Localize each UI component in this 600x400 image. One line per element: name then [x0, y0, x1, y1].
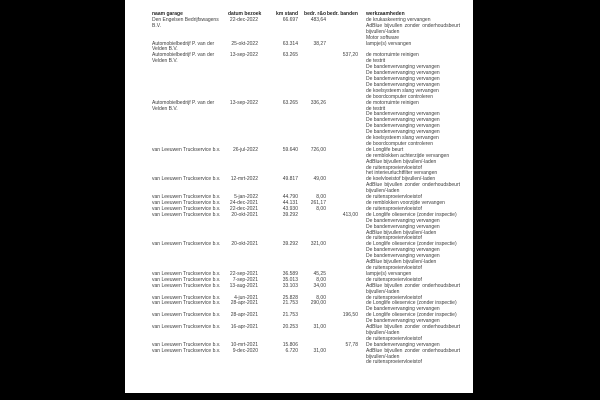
- task-line: de koelsysteem slang vervangen: [366, 135, 439, 142]
- visit-date: 13-sep-2022: [229, 52, 258, 59]
- task-line: De bandenvervanging vervangen: [366, 217, 440, 224]
- task-line: de Longlife olieservice (zonder inspectie): [366, 300, 457, 307]
- task-line: De bandenvervanging vervangen: [366, 64, 440, 71]
- task-line: AdBlue bijvullen bijvullen/-laden: [366, 158, 437, 165]
- amount-ro: 45,25: [313, 270, 326, 277]
- amount-ro: 31,00: [313, 324, 326, 331]
- task-line: de motorruimte reinigen: [366, 99, 419, 106]
- garage-name: Automobielbedrijf P. van der Velden B.V.: [152, 99, 215, 112]
- visit-date: 22-dec-2021: [229, 205, 258, 212]
- task-line: de krukaskeerring vervangen: [366, 16, 431, 23]
- odometer-km: 35.013: [282, 276, 298, 283]
- amount-ro: 31,00: [313, 347, 326, 354]
- task-line: De bandenvervanging vervangen: [366, 341, 440, 348]
- amount-ro: 261,17: [310, 200, 326, 206]
- task-line: De bandenvervanging vervangen: [366, 223, 440, 230]
- odometer-km: 49.817: [282, 176, 298, 183]
- garage-name: van Leeuwen Truckservice b.v.: [152, 270, 221, 277]
- table-row: [125, 53, 473, 100]
- visit-date: 22-sep-2021: [229, 270, 258, 277]
- task-list: [366, 148, 460, 178]
- table-row: [125, 325, 473, 343]
- task-line: de koelsysteem slang vervangen: [366, 87, 439, 94]
- odometer-km: 39.292: [282, 241, 298, 248]
- task-list: [366, 42, 460, 48]
- task-line: de ruitensproeiervloeistof: [366, 205, 422, 212]
- task-line: de ruitensproeiervloeistof: [366, 276, 422, 283]
- visit-date: 22-dec-2022: [229, 16, 258, 23]
- odometer-km: 63.314: [282, 40, 298, 47]
- task-line: AdBlue bijvullen zonder onderhoudsbeurt bijvullen/-laden: [366, 282, 460, 295]
- task-line: De bandenvervanging vervangen: [366, 81, 440, 88]
- garage-name: van Leeuwen Truckservice b.v.: [152, 282, 221, 289]
- visit-date: 7-sep-2021: [232, 276, 258, 283]
- maintenance-report-page: [125, 0, 473, 393]
- visit-date: 26-jul-2022: [232, 146, 258, 153]
- col-header-garage: naam garage: [152, 11, 183, 17]
- amount-ro: 38,27: [313, 40, 326, 47]
- task-line: de testrit: [366, 105, 386, 112]
- task-list: [366, 284, 460, 296]
- table-row: [125, 242, 473, 272]
- task-line: De bandenvervanging vervangen: [366, 129, 440, 136]
- odometer-km: 25.828: [282, 294, 298, 301]
- garage-name: van Leeuwen Truckservice b.v.: [152, 194, 221, 201]
- task-line: de Longlife olieservice (zonder inspectie): [366, 211, 457, 218]
- garage-name: van Leeuwen Truckservice b.v.: [152, 276, 221, 283]
- task-line: de Longlife beurt: [366, 146, 404, 153]
- task-line: de Longlife olieservice (zonder inspectie): [366, 312, 457, 319]
- amount-banden: 196,50: [342, 312, 358, 319]
- amount-banden: 57,78: [345, 341, 358, 348]
- amount-ro: 8,00: [316, 294, 326, 301]
- task-list: [366, 213, 460, 243]
- garage-name: van Leeuwen Truckservice b.v.: [152, 312, 221, 319]
- visit-date: 13-sep-2022: [229, 99, 258, 106]
- task-list: [366, 101, 460, 148]
- task-line: de ruitensproeiervloeistof: [366, 264, 422, 271]
- task-line: AdBlue bijvullen zonder onderhoudsbeurt bijvullen/-laden: [366, 182, 460, 195]
- garage-name: van Leeuwen Truckservice b.v.: [152, 341, 221, 348]
- task-line: AdBlue bijvullen zonder onderhoudsbeurt bijvullen/-laden: [366, 347, 460, 360]
- visit-date: 24-dec-2021: [229, 200, 258, 206]
- visit-date: 25-okt-2022: [231, 40, 258, 47]
- task-line: Motor software: [366, 34, 400, 41]
- odometer-km: 59.640: [282, 146, 298, 153]
- task-list: [366, 325, 460, 343]
- visit-date: 20-okt-2021: [231, 241, 258, 248]
- odometer-km: 63.265: [282, 99, 298, 106]
- garage-name: van Leeuwen Truckservice b.v.: [152, 176, 221, 183]
- task-line: De bandenvervanging vervangen: [366, 117, 440, 124]
- odometer-km: 21.753: [282, 312, 298, 319]
- task-list: [366, 349, 460, 367]
- task-line: de ruitensproeiervloeistof: [366, 164, 422, 171]
- amount-ro: 483,64: [310, 16, 326, 23]
- amount-ro: 290,00: [310, 300, 326, 307]
- garage-name: van Leeuwen Truckservice b.v.: [152, 211, 221, 218]
- garage-name: van Leeuwen Truckservice b.v.: [152, 200, 221, 206]
- odometer-km: 66.697: [282, 16, 298, 23]
- task-line: de testrit: [366, 58, 386, 65]
- garage-name: Den Engelsen Bedrijfswagens B.V.: [152, 16, 219, 29]
- garage-name: van Leeuwen Truckservice b.v.: [152, 324, 221, 331]
- visit-date: 16-apr-2021: [230, 324, 258, 331]
- visit-date: 13-aug-2021: [229, 282, 258, 289]
- garage-name: van Leeuwen Truckservice b.v.: [152, 347, 221, 354]
- task-line: de remblokken voorzijde vervangen: [366, 200, 445, 206]
- odometer-km: 6.720: [285, 347, 298, 354]
- odometer-km: 63.265: [282, 52, 298, 59]
- garage-name: Automobielbedrijf P. van der Velden B.V.: [152, 40, 215, 53]
- garage-name: van Leeuwen Truckservice b.v.: [152, 205, 221, 212]
- task-list: [366, 242, 460, 272]
- task-line: lampje(s) vervangen: [366, 270, 412, 277]
- visit-date: 5-jan-2022: [234, 194, 258, 201]
- col-header-werkzaamheden: werkzaamheden: [366, 11, 405, 17]
- odometer-km: 44.790: [282, 194, 298, 201]
- task-list: [366, 53, 460, 100]
- task-line: de ruitensproeiervloeistof: [366, 359, 422, 366]
- amount-ro: 8,00: [316, 276, 326, 283]
- table-row: [125, 101, 473, 148]
- table-row: [125, 349, 473, 367]
- visit-date: 20-okt-2021: [231, 211, 258, 218]
- visit-date: 12-mrt-2022: [230, 176, 258, 183]
- task-line: De bandenvervanging vervangen: [366, 247, 440, 254]
- odometer-km: 33.103: [282, 282, 298, 289]
- task-line: AdBlue bijvullen zonder onderhoudsbeurt bijvullen/-laden: [366, 324, 460, 336]
- odometer-km: 43.930: [282, 205, 298, 212]
- task-line: de boordcomputer controleren: [366, 93, 433, 100]
- task-line: de ruitensproeiervloeistof: [366, 235, 422, 242]
- task-line: AdBlue bijvullen zonder onderhoudsbeurt bijvullen/-laden: [366, 22, 460, 35]
- garage-name: van Leeuwen Truckservice b.v.: [152, 300, 221, 307]
- task-list: [366, 177, 460, 195]
- task-line: De bandenvervanging vervangen: [366, 75, 440, 82]
- task-line: De bandenvervanging vervangen: [366, 70, 440, 77]
- task-line: lampje(s) vervangen: [366, 40, 412, 47]
- task-line: de boordcomputer controleren: [366, 140, 433, 147]
- task-line: De bandenvervanging vervangen: [366, 306, 440, 313]
- task-list: [366, 18, 460, 42]
- table-row: [125, 148, 473, 178]
- amount-ro: 336,26: [310, 99, 326, 106]
- garage-name: van Leeuwen Truckservice b.v.: [152, 146, 221, 153]
- amount-ro: 8,00: [316, 205, 326, 212]
- task-line: de koelvloeistof bijvullen/-laden: [366, 176, 436, 183]
- col-header-ro: bedr. r&o: [304, 11, 326, 17]
- visit-date: 9-dec-2020: [232, 347, 258, 354]
- table-row: [125, 18, 473, 42]
- garage-name: Automobielbedrijf P. van der Velden B.V.: [152, 52, 215, 65]
- task-line: de remblokken achterzijde vervangen: [366, 152, 450, 159]
- odometer-km: 21.753: [282, 300, 298, 307]
- task-line: de motorruimte reinigen: [366, 52, 419, 59]
- amount-ro: 34,00: [313, 282, 326, 289]
- task-line: de ruitensproeiervloeistof: [366, 335, 422, 342]
- col-header-km: km stand: [276, 11, 298, 17]
- table-row: [125, 213, 473, 243]
- task-line: De bandenvervanging vervangen: [366, 318, 440, 325]
- col-header-banden: bedr. banden: [326, 11, 358, 17]
- task-line: het interieurluchtfilter vervangen: [366, 170, 438, 177]
- col-header-datum: datum bezoek: [228, 11, 262, 17]
- task-line: de Longlife olieservice (zonder inspectie): [366, 241, 457, 248]
- task-line: De bandenvervanging vervangen: [366, 123, 440, 130]
- amount-ro: 726,00: [310, 146, 326, 153]
- odometer-km: 20.253: [282, 324, 298, 331]
- amount-banden: 413,00: [342, 211, 358, 218]
- garage-name: van Leeuwen Truckservice b.v.: [152, 294, 221, 301]
- visit-date: 10-mrt-2021: [230, 341, 258, 348]
- odometer-km: 36.589: [282, 270, 298, 277]
- visit-date: 4-jun-2021: [234, 294, 258, 301]
- amount-ro: 321,00: [310, 241, 326, 248]
- garage-name: van Leeuwen Truckservice b.v.: [152, 241, 221, 248]
- odometer-km: 39.292: [282, 211, 298, 218]
- amount-banden: 537,20: [342, 52, 358, 59]
- task-line: De bandenvervanging vervangen: [366, 111, 440, 118]
- visit-date: 28-apr-2021: [230, 312, 258, 319]
- odometer-km: 44.131: [282, 200, 298, 206]
- task-line: de ruitensproeiervloeistof: [366, 194, 422, 201]
- table-row: [125, 284, 473, 296]
- table-row: [125, 177, 473, 195]
- odometer-km: 15.806: [282, 341, 298, 348]
- amount-ro: 8,00: [316, 194, 326, 201]
- amount-ro: 49,00: [313, 176, 326, 183]
- task-line: AdBlue bijvullen bijvullen/-laden: [366, 259, 437, 266]
- visit-date: 28-apr-2021: [230, 300, 258, 307]
- task-line: AdBlue bijvullen bijvullen/-laden: [366, 229, 437, 236]
- task-line: De bandenvervanging vervangen: [366, 253, 440, 260]
- task-line: de ruitensproeiervloeistof: [366, 294, 422, 301]
- table-body: [125, 18, 473, 366]
